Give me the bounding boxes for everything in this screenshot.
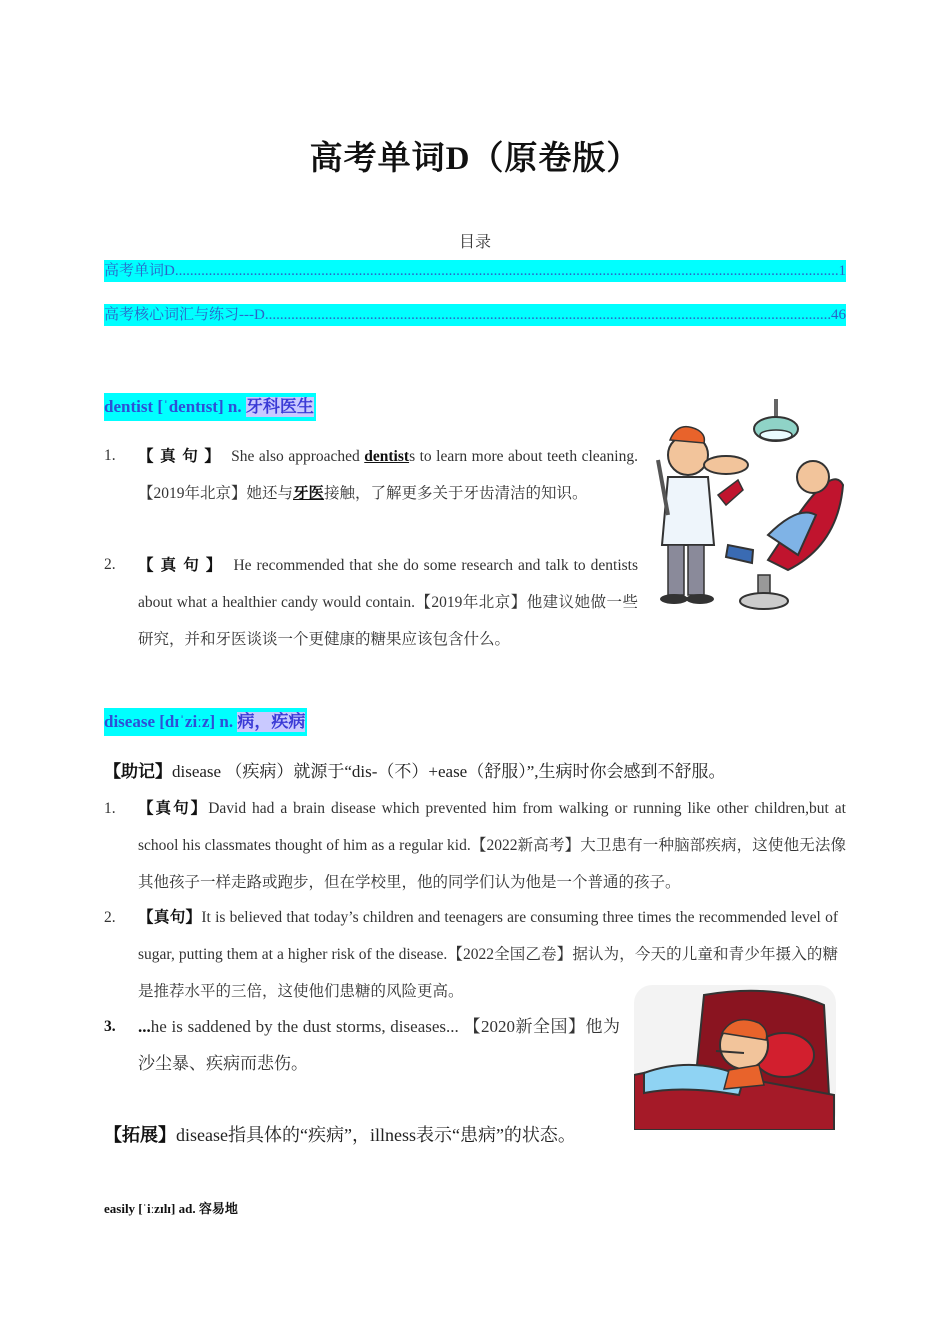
list-number: 3. (104, 1018, 116, 1035)
entry-word: disease [dɪˈziːz] n. (104, 712, 234, 731)
toc-item-page: 1 (838, 263, 846, 279)
entry-word: easily [ˈiːzɪlɪ] ad. (104, 1201, 196, 1216)
dentist-cartoon-image (648, 395, 848, 617)
toc-leader (175, 260, 839, 282)
sentence-text: He recommended that she do some research and talk to dentists about what a healthier candy would contain.【2019年北京】他建议她做一些研究，并和牙医谈谈一个更健康的糖果应该包含什么。 (138, 557, 639, 648)
entry-meaning: 容易地 (198, 1201, 238, 1216)
sentence-tag: 【真句】 (138, 800, 209, 817)
toc-leader (265, 304, 831, 326)
toc-item-text: 高考核心词汇与练习---D (104, 307, 265, 323)
page-title: 高考单词D（原卷版） (309, 141, 641, 177)
sick-child-cartoon-image (634, 985, 836, 1130)
mnemonic-tag: 【助记】 (104, 762, 172, 781)
sentence-text: s to learn more about teeth cleaning. 【2019年北京】她还与 (138, 448, 638, 502)
toc-item-page: 46 (831, 307, 846, 323)
example-sentence (138, 547, 638, 658)
sentence-text: David had a brain disease which prevented him from walking or running like other children,but at school his classmates thought of him as a regular kid.【2022新高考】大卫患有一种脑部疾病，这使他无法像其他孩子一样走路或跑步，但在学校里，他的同学们认为他是一个普通的孩子。 (138, 800, 846, 891)
sentence-tag: 【真句】 (138, 909, 202, 926)
sentence-text: She also approached (231, 448, 365, 465)
example-sentence (138, 438, 638, 512)
sentence-tag: 【真句】 (138, 557, 229, 574)
list-number: 2. (104, 909, 116, 926)
mnemonic (104, 758, 846, 786)
sentence-text: It is believed that today’s children and teenagers are consuming three times the recommended level of sugar, putting them at a higher risk of the disease.【2022全国乙卷】据认为，今天的儿童和青少年摄入的糖是推荐水平的三倍，这使他们患糖的风险更高。 (138, 909, 838, 1000)
keyword-underlined: 牙医 (293, 485, 325, 502)
ellipsis: ... (138, 1017, 151, 1036)
list-number: 1. (104, 447, 116, 464)
sentence-text: 接触，了解更多关于牙齿清洁的知识。 (324, 485, 588, 502)
toc-label: 目录 (458, 234, 491, 251)
list-number: 2. (104, 556, 116, 573)
toc-item-text: 高考单词D (104, 263, 175, 279)
toc-item-1[interactable] (104, 260, 846, 282)
entry-meaning: 牙科医生 (245, 397, 314, 417)
example-sentence (138, 790, 846, 901)
list-number: 1. (104, 800, 116, 817)
entry-heading-disease (104, 708, 307, 736)
sentence-tag: 【真句】 (138, 448, 227, 465)
extension-note (104, 1116, 622, 1154)
entry-heading-easily (104, 1198, 238, 1217)
extension-text: disease指具体的“疾病”，illness表示“患病”的状态。 (176, 1125, 576, 1145)
entry-heading-dentist (104, 393, 316, 421)
keyword-underlined: dentist (364, 448, 410, 465)
entry-word: dentist [ˈdentɪst] n. (104, 397, 242, 416)
extension-tag: 【拓展】 (104, 1125, 176, 1145)
mnemonic-text: disease （疾病）就源于“dis-（不）+ease（舒服）”,生病时你会感到不舒服。 (172, 762, 726, 781)
toc-item-2[interactable] (104, 304, 846, 326)
entry-meaning: 病，疾病 (237, 712, 306, 732)
example-sentence (138, 1008, 620, 1082)
sentence-text: he is saddened by the dust storms, diseases... 【2020新全国】他为沙尘暴、疾病而悲伤。 (138, 1017, 620, 1073)
